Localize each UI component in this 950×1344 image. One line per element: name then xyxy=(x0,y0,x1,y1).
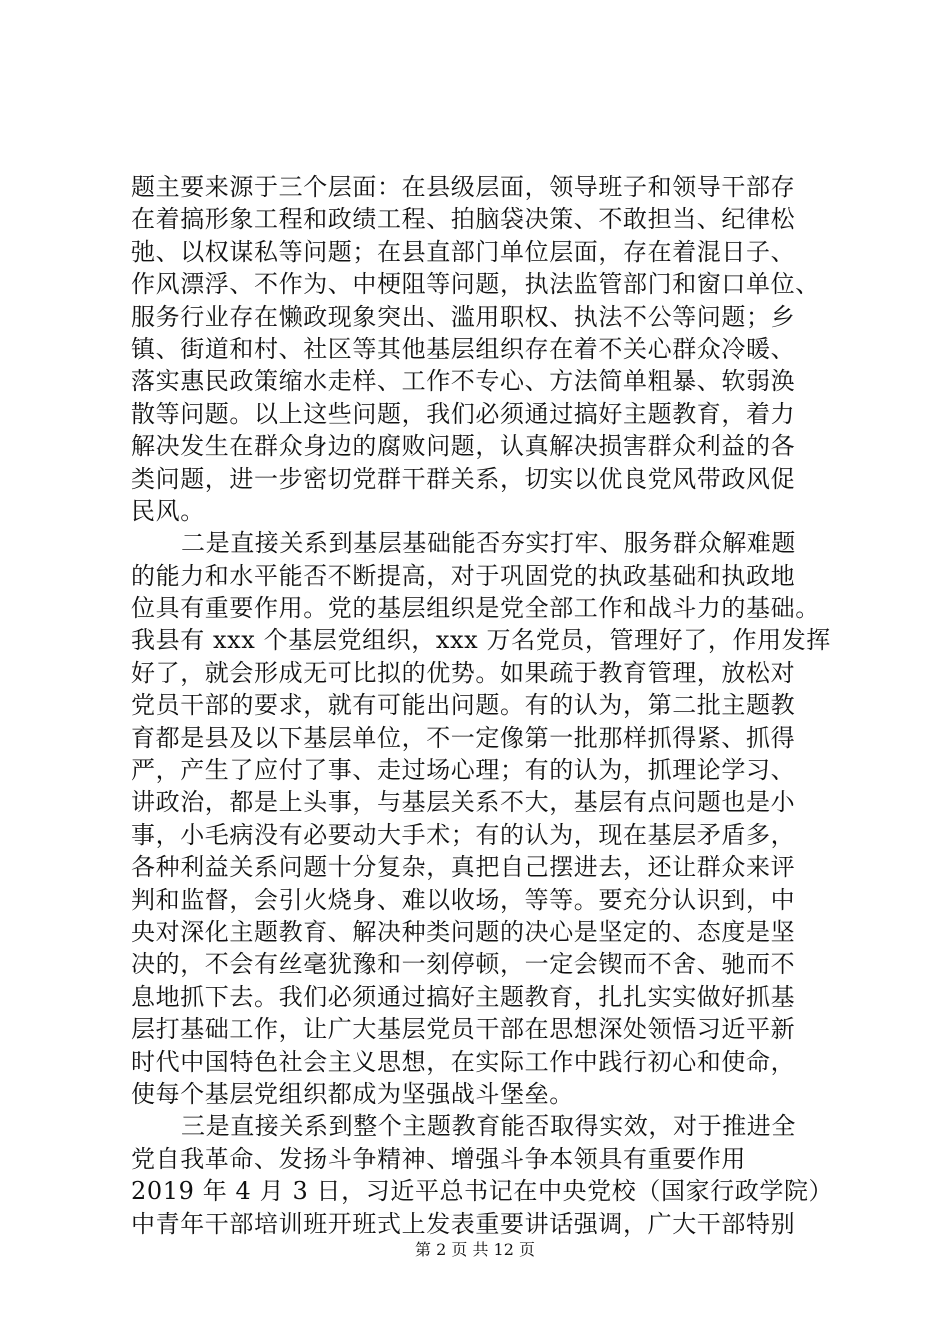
text-line: 解决发生在群众身边的腐败问题，认真解决损害群众利益的各 xyxy=(131,432,796,461)
paragraph-start-line: 二是直接关系到基层基础能否夯实打牢、服务群众解难题 xyxy=(181,529,796,558)
text-line: 作风漂浮、不作为、中梗阻等问题，执法监管部门和窗口单位、 xyxy=(131,270,820,299)
text-line: 2019 年 4 月 3 日，习近平总书记在中央党校（国家行政学院） xyxy=(131,1177,834,1206)
text-line: 央对深化主题教育、解决种类问题的决心是坚定的、态度是坚 xyxy=(131,917,796,946)
text-line: 在着搞形象工程和政绩工程、拍脑袋决策、不敢担当、纪律松 xyxy=(131,205,796,234)
text-line: 题主要来源于三个层面：在县级层面，领导班子和领导干部存 xyxy=(131,173,796,201)
text-line: 我县有 xxx 个基层党组织，xxx 万名党员，管理好了，作用发挥 xyxy=(131,626,831,655)
text-line: 严，产生了应付了事、走过场心理；有的认为，抓理论学习、 xyxy=(131,756,796,785)
paragraph-start-line: 三是直接关系到整个主题教育能否取得实效，对于推进全 xyxy=(181,1112,796,1141)
text-line: 弛、以权谋私等问题；在县直部门单位层面，存在着混日子、 xyxy=(131,237,796,266)
text-line: 层打基础工作，让广大基层党员干部在思想深处领悟习近平新 xyxy=(131,1015,796,1044)
document-body xyxy=(131,171,834,1240)
text-line: 党自我革命、发扬斗争精神、增强斗争本领具有重要作用 xyxy=(131,1144,746,1173)
text-line: 好了，就会形成无可比拟的优势。如果疏于教育管理，放松对 xyxy=(131,658,796,687)
text-line: 息地抓下去。我们必须通过搞好主题教育，扎扎实实做好抓基 xyxy=(131,982,796,1011)
text-line: 使每个基层党组织都成为坚强战斗堡垒。 xyxy=(131,1079,574,1108)
text-line: 服务行业存在懒政现象突出、滥用职权、执法不公等问题；乡 xyxy=(131,302,796,331)
text-line: 类问题，进一步密切党群干群关系，切实以优良党风带政风促 xyxy=(131,464,796,493)
text-line: 民风。 xyxy=(131,496,205,525)
text-line: 育都是县及以下基层单位，不一定像第一批那样抓得紧、抓得 xyxy=(131,723,796,752)
text-line: 散等问题。以上这些问题，我们必须通过搞好主题教育，着力 xyxy=(131,399,796,428)
text-line: 讲政治，都是上头事，与基层关系不大，基层有点问题也是小 xyxy=(131,788,796,817)
text-line: 中青年干部培训班开班式上发表重要讲话强调，广大干部特别 xyxy=(131,1209,796,1238)
text-line: 位具有重要作用。党的基层组织是党全部工作和战斗力的基础。 xyxy=(131,594,820,623)
text-line: 党员干部的要求，就有可能出问题。有的认为，第二批主题教 xyxy=(131,691,796,720)
text-line: 事，小毛病没有必要动大手术；有的认为，现在基层矛盾多， xyxy=(131,820,796,849)
text-line: 各种利益关系问题十分复杂，真把自己摆进去，还让群众来评 xyxy=(131,853,796,882)
text-line: 决的，不会有丝毫犹豫和一刻停顿，一定会锲而不舍、驰而不 xyxy=(131,950,796,979)
text-line: 时代中国特色社会主义思想，在实际工作中践行初心和使命， xyxy=(131,1047,796,1076)
text-line: 的能力和水平能否不断提高，对于巩固党的执政基础和执政地 xyxy=(131,561,796,590)
page-footer: 第 2 页 共 12 页 xyxy=(415,1240,535,1259)
text-line: 判和监督，会引火烧身、难以收场，等等。要充分认识到，中 xyxy=(131,885,796,914)
text-line: 镇、街道和村、社区等其他基层组织存在着不关心群众冷暖、 xyxy=(131,334,796,363)
text-line: 落实惠民政策缩水走样、工作不专心、方法简单粗暴、软弱涣 xyxy=(131,367,796,396)
